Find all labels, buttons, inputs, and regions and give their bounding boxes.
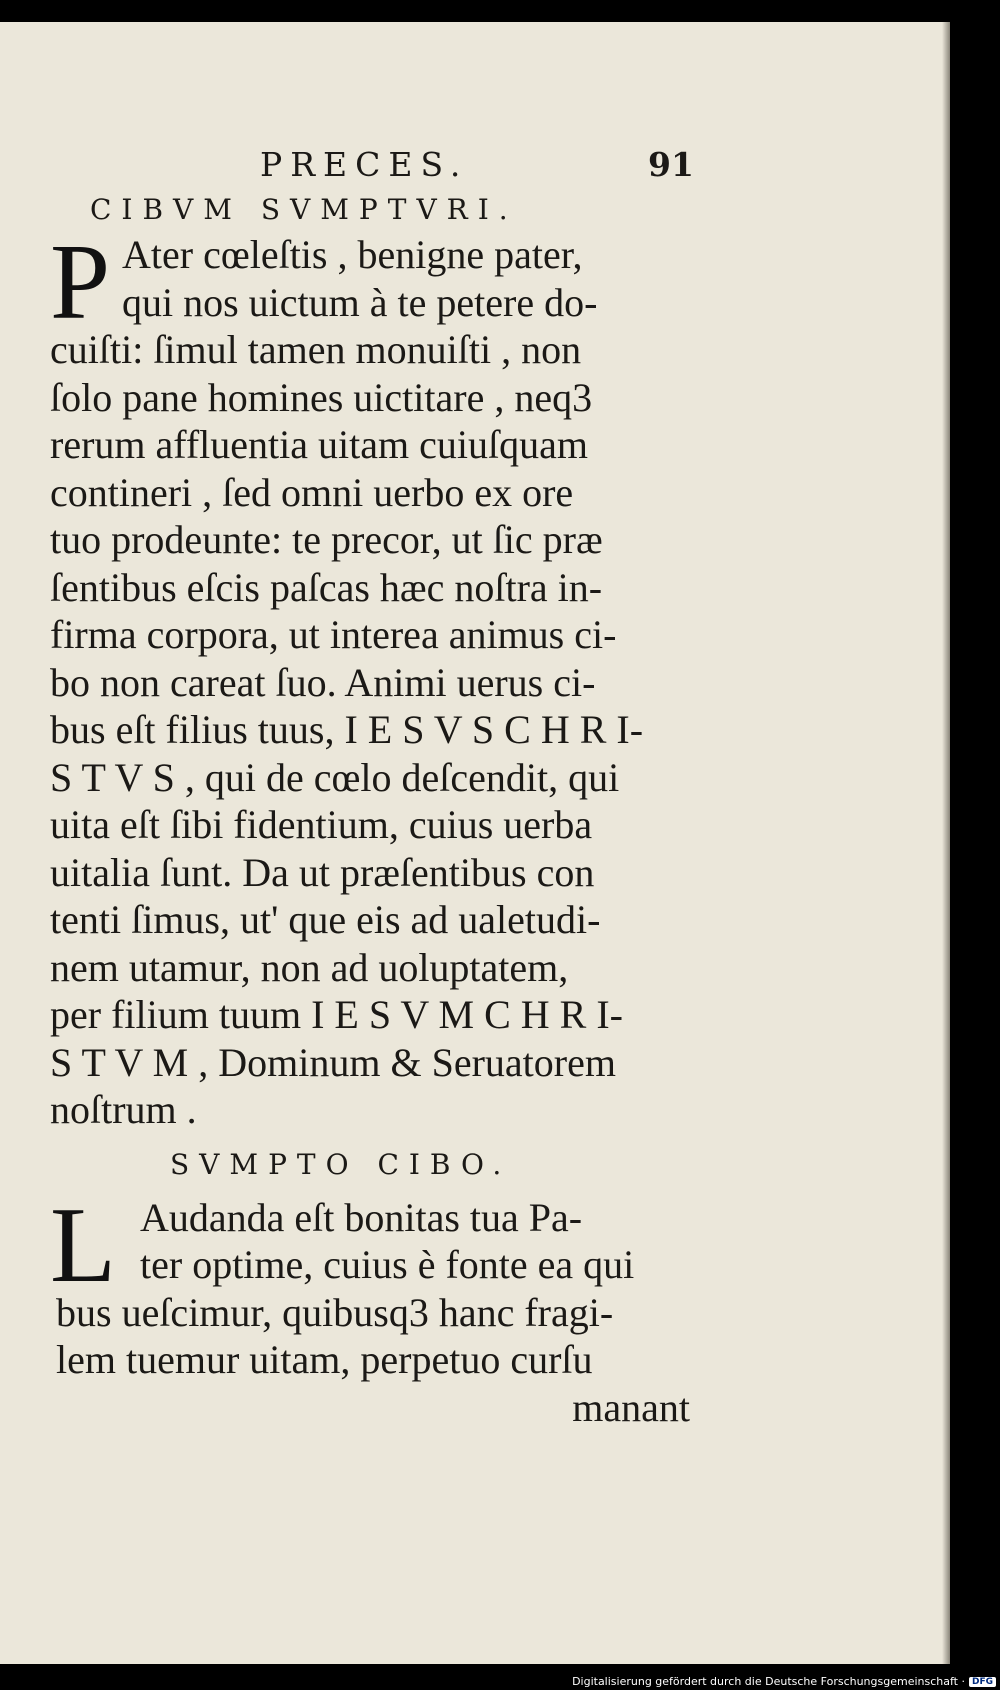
dfg-logo: DFG <box>969 1677 996 1687</box>
text-line: Ater cœleſtis , benigne pater, <box>122 232 583 277</box>
text-line: S T V M , Dominum & Seruatorem <box>50 1039 616 1085</box>
text-line: per filium tuum I E S V M C H R I- <box>50 992 623 1037</box>
running-head: PRECES. <box>260 145 469 184</box>
text-line: bo non careat ſuo. Animi uerus ci- <box>50 659 596 705</box>
text-line: bus ueſcimur, quibusq3 hanc fragi- <box>56 1289 614 1335</box>
text-line: S T V S , qui de cœlo deſcendit, qui <box>50 754 620 800</box>
text-line: ſolo pane homines uictitare , neq3 <box>50 374 593 420</box>
prayer-before-meal <box>50 223 690 1134</box>
text-line: tenti ſimus, ut' que eis ad ualetudi- <box>50 897 601 942</box>
text-line: noſtrum . <box>50 1087 197 1132</box>
text-line: ſentibus eſcis paſcas hæc noſtra in- <box>50 564 603 610</box>
text-line: qui nos uictum à te petere do- <box>122 279 598 325</box>
text-line: uita eſt ſibi fidentium, cuius uerba <box>50 802 593 847</box>
page-header <box>50 127 694 184</box>
digitization-credit <box>572 1675 996 1688</box>
text-line: Audanda eſt bonitas tua Pa- <box>140 1194 583 1240</box>
text-block <box>50 127 694 1431</box>
text-line: rerum affluentia uitam cuiuſquam <box>50 422 588 467</box>
section-heading-sumpto: SVMPTO CIBO. <box>170 1147 512 1181</box>
text-line: cuiſti: ſimul tamen monuiſti , non <box>50 327 582 372</box>
text-line: contineri , ſed omni uerbo ex ore <box>50 469 574 515</box>
credit-text: Digitalisierung gefördert durch die Deutsche Forschungsgemeinschaft · <box>572 1675 965 1688</box>
text-line: ter optime, cuius è fonte ea qui <box>140 1242 635 1287</box>
text-line: nem utamur, non ad uoluptatem, <box>50 944 569 990</box>
text-line: lem tuemur uitam, perpetuo curſu <box>56 1337 593 1382</box>
catchword: manant <box>572 1384 690 1430</box>
prayer-after-meal <box>50 1185 690 1432</box>
text-line: firma corpora, ut interea animus ci- <box>50 612 617 657</box>
book-page <box>0 22 950 1664</box>
page-edge <box>942 22 950 1664</box>
text-line: tuo prodeunte: te precor, ut ſic præ <box>50 517 603 562</box>
text-line: uitalia ſunt. Da ut præſentibus con <box>50 849 595 895</box>
section-heading-cibum: CIBVM SVMPTVRI. <box>90 193 518 226</box>
dropcap: P <box>50 223 111 342</box>
page-number: 91 <box>648 145 694 184</box>
dropcap: L <box>50 1185 116 1305</box>
text-line: bus eſt filius tuus, I E S V S C H R I- <box>50 707 644 752</box>
